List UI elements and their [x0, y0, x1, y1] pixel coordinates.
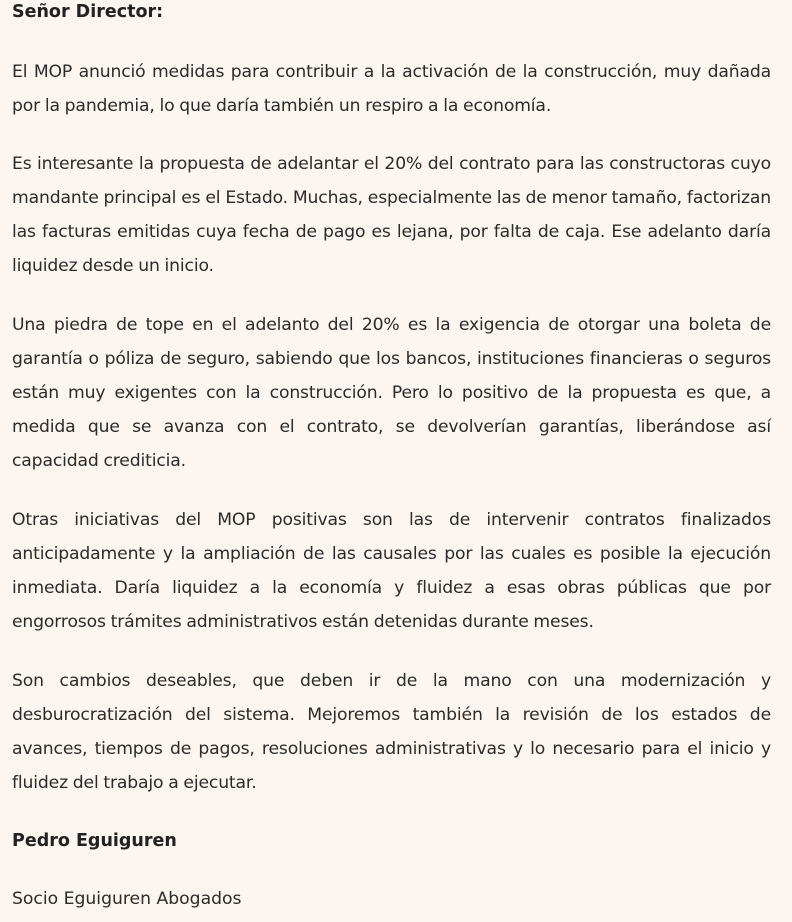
paragraph-1: El MOP anunció medidas para contribuir a la activación de la construcción, muy dañada por la pandemia, lo que daría también un respiro a la economía. [12, 62, 771, 116]
paragraph-3: Una piedra de tope en el adelanto del 20% es la exigencia de otorgar una boleta de garantía o póliza de seguro, sabiendo que los bancos, instituciones financieras o seguros están muy exigentes con la construcción. Pero lo positivo de la propuesta es que, a medida que se avanza con el contrato, se devolverían garantías, liberándose así capacidad crediticia. [12, 315, 771, 471]
paragraph-2: Es interesante la propuesta de adelantar el 20% del contrato para las constructoras cuyo mandante principal es el Estado. Muchas, especialmente las de menor tamaño, factorizan las facturas emitidas cuya fecha de pago es lejana, por falta de caja. Ese adelanto daría liquidez desde un inicio. [12, 154, 771, 276]
salutation: Señor Director: [12, 2, 164, 22]
signature-name: Pedro Eguiguren [12, 831, 177, 851]
paragraph-4: Otras iniciativas del MOP positivas son las de intervenir contratos finalizados anticipadamente y la ampliación de las causales por las cuales es posible la ejecución inmediata. Daría liquidez a la economía y fluidez a esas obras públicas que por engorrosos trámites administrativos están detenidas durante meses. [12, 510, 771, 632]
signature-title: Socio Eguiguren Abogados [12, 889, 242, 909]
paragraph-5: Son cambios deseables, que deben ir de la mano con una modernización y desburocratización del sistema. Mejoremos también la revisión de los estados de avances, tiempos de pagos, resoluciones administrativas y lo necesario para el inicio y fluidez del trabajo a ejecutar. [12, 671, 771, 793]
